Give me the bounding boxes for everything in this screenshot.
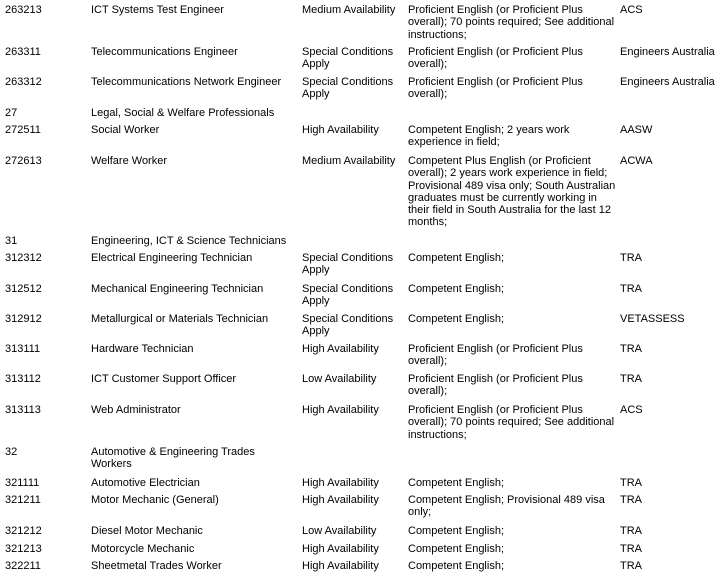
occupation-name: Engineering, ICT & Science Technicians [91,235,287,247]
assessing-authority: TRA [620,283,642,295]
assessing-authority: Engineers Australia [620,46,715,58]
occupation-name: Welfare Worker [91,155,168,167]
occupation-name: Web Administrator [91,404,181,416]
assessing-authority: TRA [620,477,642,489]
requirements: Competent English; [408,477,504,489]
availability-status: Special Conditions Apply [302,252,394,277]
occupation-code: 272613 [5,155,42,167]
availability-status: Special Conditions Apply [302,283,394,308]
occupation-code: 313112 [5,373,41,385]
requirements: Competent English; [408,543,504,555]
availability-status: Low Availability [302,525,377,537]
availability-status: High Availability [302,404,379,416]
occupation-code: 321212 [5,525,42,537]
assessing-authority: VETASSESS [620,313,685,325]
occupation-name: Motorcycle Mechanic [91,543,195,555]
assessing-authority: ACS [620,4,643,16]
requirements: Competent English; Provisional 489 visa only; [408,494,605,519]
assessing-authority: TRA [620,494,642,506]
occupation-name: ICT Systems Test Engineer [91,4,224,16]
occupation-code: 321111 [5,477,40,489]
assessing-authority: Engineers Australia [620,76,715,88]
availability-status: High Availability [302,560,379,572]
assessing-authority: TRA [620,543,642,555]
requirements: Proficient English (or Proficient Plus overall); [408,76,583,101]
requirements: Competent English; [408,313,504,325]
occupation-code: 263213 [5,4,42,16]
occupation-name: Telecommunications Engineer [91,46,238,58]
availability-status: Special Conditions Apply [302,46,394,71]
assessing-authority: TRA [620,343,642,355]
assessing-authority: TRA [620,252,642,264]
occupation-name: Diesel Motor Mechanic [91,525,203,537]
occupation-name: Metallurgical or Materials Technician [91,313,269,325]
occupation-code: 32 [5,446,18,458]
requirements: Competent English; [408,560,504,572]
occupation-code: 321211 [5,494,41,506]
occupation-name: Automotive & Engineering Trades Workers [91,446,255,471]
availability-status: High Availability [302,477,379,489]
requirements: Proficient English (or Proficient Plus overall); [408,46,583,71]
assessing-authority: ACS [620,404,643,416]
occupation-code: 312912 [5,313,42,325]
occupation-name: Motor Mechanic (General) [91,494,219,506]
assessing-authority: TRA [620,525,642,537]
occupation-name: ICT Customer Support Officer [91,373,237,385]
availability-status: Medium Availability [302,155,396,167]
occupation-name: Telecommunications Network Engineer [91,76,282,88]
availability-status: Medium Availability [302,4,396,16]
availability-status: High Availability [302,343,379,355]
requirements: Competent English; [408,252,504,264]
assessing-authority: TRA [620,373,642,385]
availability-status: Low Availability [302,373,377,385]
occupation-code: 263311 [5,46,41,58]
assessing-authority: TRA [620,560,642,572]
occupation-code: 312512 [5,283,42,295]
occupation-code: 321213 [5,543,42,555]
occupation-code: 31 [5,235,18,247]
requirements: Proficient English (or Proficient Plus overall); 70 points required; See additional instructions; [408,404,615,441]
assessing-authority: AASW [620,124,653,136]
occupation-code: 312312 [5,252,42,264]
occupation-code: 313113 [5,404,41,416]
availability-status: Special Conditions Apply [302,313,394,338]
requirements: Competent English; 2 years work experience in field; [408,124,570,149]
occupation-code: 322211 [5,560,41,572]
occupation-name: Hardware Technician [91,343,194,355]
occupation-name: Social Worker [91,124,160,136]
requirements: Proficient English (or Proficient Plus overall); 70 points required; See additional instructions; [408,4,615,41]
availability-status: Special Conditions Apply [302,76,394,101]
occupation-name: Legal, Social & Welfare Professionals [91,107,275,119]
occupation-name: Automotive Electrician [91,477,200,489]
occupation-code: 313111 [5,343,41,355]
occupation-name: Mechanical Engineering Technician [91,283,264,295]
availability-status: High Availability [302,543,379,555]
occupation-code: 272511 [5,124,41,136]
availability-status: High Availability [302,494,379,506]
assessing-authority: ACWA [620,155,653,167]
occupation-code: 27 [5,107,18,119]
occupation-name: Electrical Engineering Technician [91,252,253,264]
occupation-name: Sheetmetal Trades Worker [91,560,222,572]
requirements: Proficient English (or Proficient Plus overall); [408,343,583,368]
requirements: Competent English; [408,283,504,295]
requirements: Competent Plus English (or Proficient overall); 2 years work experience in field; Provisional 489 visa only; South Australian graduates must be currently working in their field in South Australia for the last 12 months; [408,155,616,229]
requirements: Proficient English (or Proficient Plus overall); [408,373,583,398]
occupation-code: 263312 [5,76,42,88]
requirements: Competent English; [408,525,504,537]
availability-status: High Availability [302,124,379,136]
